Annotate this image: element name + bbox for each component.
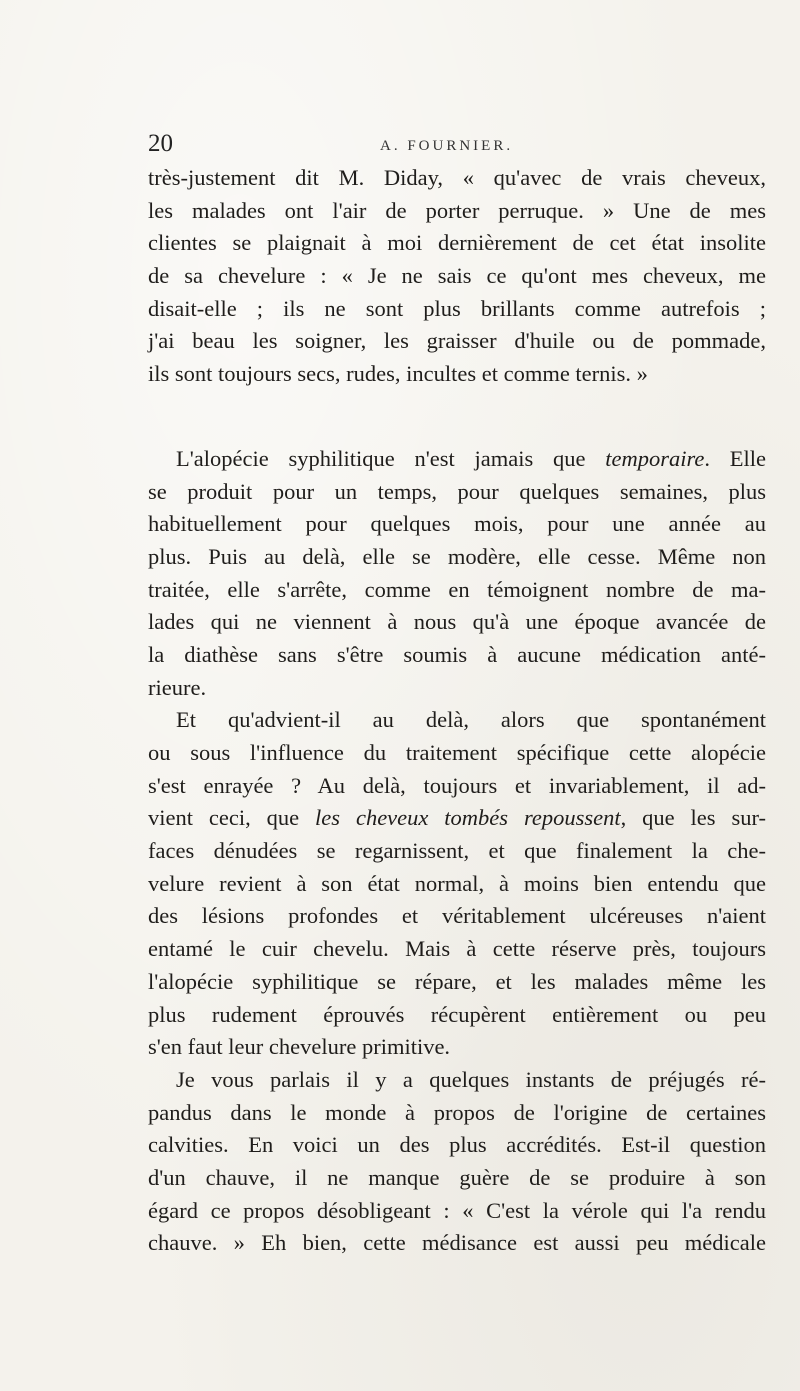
text-line: entamé le cuir chevelu. Mais à cette réserve près, toujours [148, 936, 766, 962]
text-line: Je vous parlais il y a quelques instants de préjugés ré- [176, 1066, 766, 1092]
text-line: Et qu'advient-il au delà, alors que spontanément [176, 707, 766, 733]
page-header [148, 128, 758, 160]
running-head: A. FOURNIER. [380, 138, 514, 154]
text-line: chauve. » Eh bien, cette médisance est aussi peu médicale [148, 1230, 766, 1256]
text-span: vient ceci, que [148, 805, 316, 831]
text-line: se produit pour un temps, pour quelques semaines, plus [148, 478, 766, 504]
text-line: l'alopécie syphilitique se répare, et les malades même les [148, 968, 766, 994]
paragraph-gap [148, 391, 766, 443]
text-line: plus rudement éprouvés récupèrent entièrement ou peu [148, 1001, 766, 1027]
paragraph-1 [148, 162, 766, 391]
text-line: j'ai beau les soigner, les graisser d'huile ou de pommade, [148, 328, 766, 354]
text-line: s'en faut leur chevelure primitive. [148, 1034, 451, 1060]
italic-emphasis: les cheveux tombés repoussent [315, 805, 621, 831]
text-line: calvities. En voici un des plus accrédités. Est-il question [148, 1132, 766, 1158]
paragraph-2 [148, 443, 766, 705]
text-span: . Elle [704, 445, 767, 471]
paragraph-3 [148, 704, 766, 1064]
text-line: des lésions profondes et véritablement ulcéreuses n'aient [148, 903, 766, 929]
text-line: de sa chevelure : « Je ne sais ce qu'ont mes cheveux, me [148, 263, 766, 289]
text-line: les malades ont l'air de porter perruque. » Une de mes [148, 197, 766, 223]
text-line: s'est enrayée ? Au delà, toujours et invariablement, il ad- [148, 772, 766, 798]
text-line: clientes se plaignait à moi dernièrement de cet état insolite [148, 230, 766, 256]
text-line: d'un chauve, il ne manque guère de se produire à son [148, 1164, 766, 1190]
page-number: 20 [148, 130, 173, 157]
text-line: très-justement dit M. Diday, « qu'avec de vrais cheveux, [148, 165, 766, 190]
text-span: L'alopécie syphilitique n'est jamais que [176, 445, 606, 471]
text-line [148, 443, 766, 476]
text-line: ou sous l'influence du traitement spécifique cette alopécie [148, 740, 766, 765]
text-line: plus. Puis au delà, elle se modère, elle cesse. Même non [148, 543, 766, 569]
text-span: , que les sur- [620, 805, 766, 831]
text-line: égard ce propos désobligeant : « C'est la vérole qui l'a rendu [148, 1197, 766, 1223]
text-line: habituellement pour quelques mois, pour une année au [148, 511, 766, 537]
text-line: velure revient à son état normal, à moins bien entendu que [148, 870, 766, 896]
text-line: pandus dans le monde à propos de l'origine de certaines [148, 1099, 766, 1125]
text-line: traitée, elle s'arrête, comme en témoignent nombre de ma- [148, 576, 766, 602]
body-text [148, 162, 766, 1260]
text-line: rieure. [148, 674, 207, 700]
text-line: disait-elle ; ils ne sont plus brillants comme autrefois ; [148, 295, 766, 321]
text-line: lades qui ne viennent à nous qu'à une époque avancée de [148, 609, 766, 635]
paragraph-4 [148, 1064, 766, 1260]
text-line: ils sont toujours secs, rudes, incultes et comme ternis. » [148, 361, 648, 387]
text-line [148, 802, 766, 835]
text-line: la diathèse sans s'être soumis à aucune médication anté- [148, 641, 766, 667]
text-line: faces dénudées se regarnissent, et que finalement la che- [148, 838, 766, 864]
italic-emphasis: temporaire [605, 445, 705, 471]
